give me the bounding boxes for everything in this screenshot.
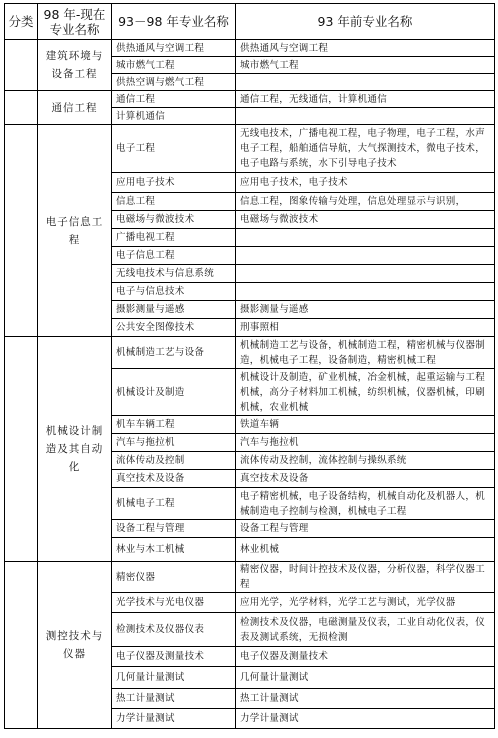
- major-pre93-cell: 林业机械: [236, 538, 495, 562]
- major-pre93-cell: 应用电子技术，电子技术: [236, 173, 495, 193]
- header-current-name: 98 年-现在专业名称: [38, 4, 112, 40]
- table-row: [5, 40, 495, 57]
- major-9398-cell: 公共安全图像技术: [112, 319, 236, 337]
- major-pre93-cell: 设备工程与管理: [236, 520, 495, 538]
- header-9398-name: 93－98 年专业名称: [112, 4, 236, 40]
- major-pre93-cell: [236, 108, 495, 125]
- major-pre93-cell: 城市燃气工程: [236, 57, 495, 74]
- major-pre93-cell: 力学计量测试: [236, 709, 495, 729]
- current-major-cell: 机械设计制造及其自动化: [38, 337, 112, 562]
- major-9398-cell: 无线电技术与信息系统: [112, 265, 236, 283]
- header-class: 分类: [5, 4, 38, 40]
- major-pre93-cell: 供热通风与空调工程: [236, 40, 495, 57]
- major-pre93-cell: 铁道车辆: [236, 416, 495, 434]
- major-9398-cell: 电磁场与微波技术: [112, 211, 236, 229]
- class-cell: [5, 337, 38, 562]
- major-9398-cell: 精密仪器: [112, 562, 236, 593]
- major-9398-cell: 机械制造工艺与设备: [112, 337, 236, 369]
- major-9398-cell: 检测技术及仪器仪表: [112, 613, 236, 647]
- major-9398-cell: 摄影测量与遥感: [112, 301, 236, 319]
- table-body: [5, 40, 495, 729]
- major-9398-cell: 真空技术及设备: [112, 470, 236, 488]
- major-pre93-cell: [236, 229, 495, 247]
- current-major-cell: 建筑环境与设备工程: [38, 40, 112, 91]
- major-9398-cell: 电子仪器及测量技术: [112, 647, 236, 667]
- table-row: [5, 562, 495, 593]
- header-row: [5, 4, 495, 40]
- class-cell: [5, 91, 38, 125]
- major-9398-cell: 几何量计量测试: [112, 667, 236, 689]
- major-pre93-cell: [236, 74, 495, 91]
- major-9398-cell: 广播电视工程: [112, 229, 236, 247]
- major-9398-cell: 力学计量测试: [112, 709, 236, 729]
- major-9398-cell: 林业与木工机械: [112, 538, 236, 562]
- major-pre93-cell: 应用光学，光学材料，光学工艺与测试，光学仪器: [236, 593, 495, 613]
- header-pre93-name: 93 年前专业名称: [236, 4, 495, 40]
- major-9398-cell: 汽车与拖拉机: [112, 434, 236, 452]
- major-9398-cell: 应用电子技术: [112, 173, 236, 193]
- major-pre93-cell: [236, 283, 495, 301]
- table-row: [5, 337, 495, 369]
- major-9398-cell: 电子信息工程: [112, 247, 236, 265]
- major-pre93-cell: 热工计量测试: [236, 689, 495, 709]
- major-pre93-cell: 几何量计量测试: [236, 667, 495, 689]
- major-pre93-cell: 刑事照相: [236, 319, 495, 337]
- major-9398-cell: 计算机通信: [112, 108, 236, 125]
- major-9398-cell: 信息工程: [112, 193, 236, 211]
- major-9398-cell: 设备工程与管理: [112, 520, 236, 538]
- major-9398-cell: 流体传动及控制: [112, 452, 236, 470]
- current-major-cell: 通信工程: [38, 91, 112, 125]
- major-pre93-cell: 精密仪器，时间计控技术及仪器，分析仪器，科学仪器工程: [236, 562, 495, 593]
- major-9398-cell: 供热空调与燃气工程: [112, 74, 236, 91]
- major-pre93-cell: 电子精密机械，电子设备结构，机械自动化及机器人，机械制造电子控制与检测，机械电子工程: [236, 488, 495, 520]
- class-cell: [5, 125, 38, 337]
- major-pre93-cell: 机械设计及制造，矿业机械，冶金机械，起重运输与工程机械，高分子材料加工机械，纺织机械，仪器机械，印刷机械，农业机械: [236, 369, 495, 416]
- table-row: [5, 125, 495, 173]
- current-major-cell: 测控技术与仪器: [38, 562, 112, 729]
- major-9398-cell: 电子与信息技术: [112, 283, 236, 301]
- major-9398-cell: 机械设计及制造: [112, 369, 236, 416]
- major-9398-cell: 城市燃气工程: [112, 57, 236, 74]
- major-pre93-cell: 摄影测量与遥感: [236, 301, 495, 319]
- major-9398-cell: 供热通风与空调工程: [112, 40, 236, 57]
- major-9398-cell: 电子工程: [112, 125, 236, 173]
- major-pre93-cell: 汽车与拖拉机: [236, 434, 495, 452]
- major-9398-cell: 热工计量测试: [112, 689, 236, 709]
- class-cell: [5, 40, 38, 91]
- class-cell: [5, 562, 38, 729]
- major-pre93-cell: [236, 247, 495, 265]
- major-pre93-cell: 电子仪器及测量技术: [236, 647, 495, 667]
- major-pre93-cell: 无线电技术，广播电视工程，电子物理，电子工程，水声电子工程，船舶通信导航，大气探测技术，微电子技术，电子电路与系统，水下引导电子技术: [236, 125, 495, 173]
- major-pre93-cell: 机械制造工艺与设备，机械制造工程，精密机械与仪器制造，机械电子工程，设备制造，精密机械工程: [236, 337, 495, 369]
- major-9398-cell: 光学技术与光电仪器: [112, 593, 236, 613]
- major-9398-cell: 通信工程: [112, 91, 236, 108]
- major-pre93-cell: 流体传动及控制，流体控制与操纵系统: [236, 452, 495, 470]
- major-pre93-cell: 信息工程，图象传输与处理，信息处理显示与识别，: [236, 193, 495, 211]
- major-9398-cell: 机车车辆工程: [112, 416, 236, 434]
- current-major-cell: 电子信息工程: [38, 125, 112, 337]
- major-pre93-cell: 通信工程，无线通信，计算机通信: [236, 91, 495, 108]
- major-pre93-cell: 真空技术及设备: [236, 470, 495, 488]
- major-pre93-cell: [236, 265, 495, 283]
- table-row: [5, 91, 495, 108]
- major-table: [4, 3, 495, 729]
- major-pre93-cell: 检测技术及仪器，电磁测量及仪表，工业自动化仪表，仪表及测试系统，无损检测: [236, 613, 495, 647]
- major-9398-cell: 机械电子工程: [112, 488, 236, 520]
- major-pre93-cell: 电磁场与微波技术: [236, 211, 495, 229]
